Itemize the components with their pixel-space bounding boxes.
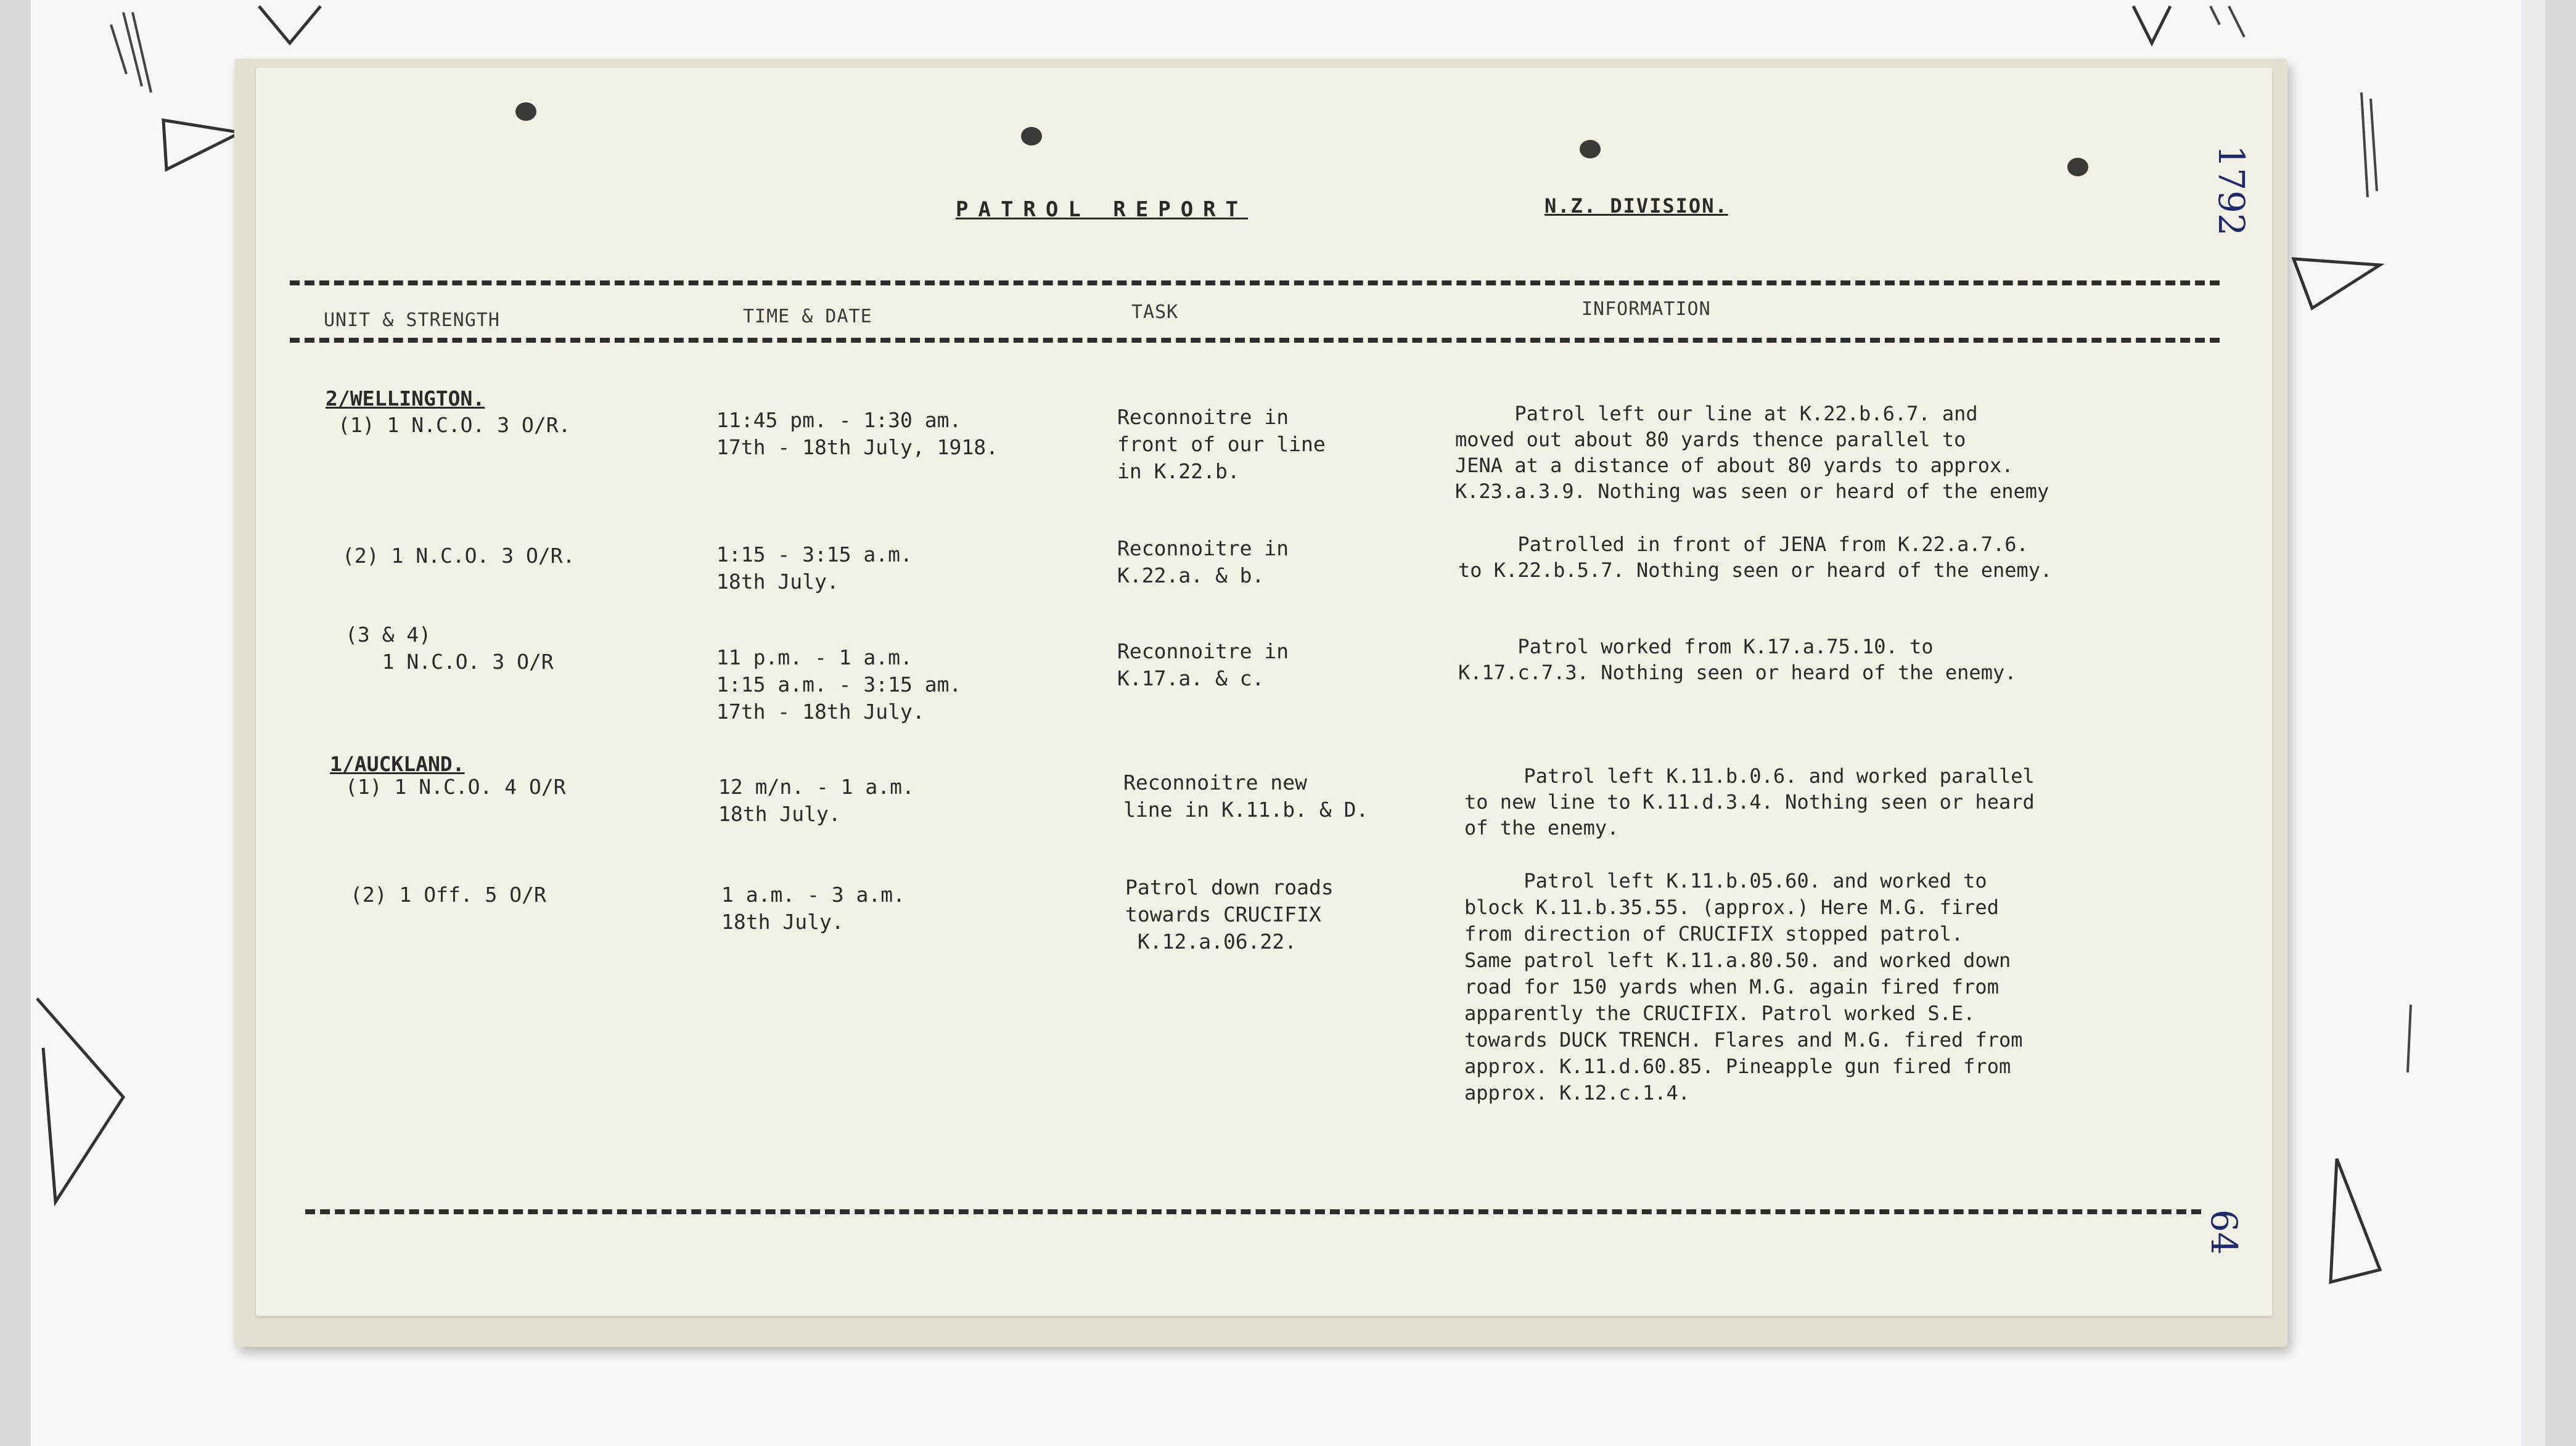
information: Patrol left our line at K.22.b.6.7. and moved out about 80 yards thence parallel to JENA at a distance of about 80 yards to approx. K.23.a.3.9. Nothing was seen or heard of the enemy — [1455, 402, 2049, 503]
column-header-time: TIME & DATE — [743, 306, 872, 327]
division-title: N.Z. DIVISION. — [1544, 194, 1728, 218]
column-header-unit: UNIT & STRENGTH — [324, 309, 500, 331]
task: Reconnoitre in front of our line in K.22.b. — [1117, 405, 1326, 483]
unit-heading: 2/WELLINGTON. — [326, 386, 485, 411]
information: Patrol worked from K.17.a.75.10. to K.17.c.7.3. Nothing seen or heard of the enemy. — [1458, 635, 2017, 684]
report-title: PATROL REPORT — [956, 197, 1249, 222]
unit-strength: (2) 1 N.C.O. 3 O/R. — [342, 544, 575, 568]
information: Patrolled in front of JENA from K.22.a.7.6. to K.22.b.5.7. Nothing seen or heard of the enemy. — [1458, 533, 2053, 582]
punch-hole — [515, 102, 536, 121]
task: Patrol down roads towards CRUCIFIX K.12.a.06.22. — [1125, 875, 1334, 954]
folio-stamp-bottom: 64 — [2202, 1209, 2245, 1255]
time-date: 12 m/n. - 1 a.m. 18th July. — [718, 775, 914, 826]
information: Patrol left K.11.b.05.60. and worked to block K.11.b.35.55. (approx.) Here M.G. fired from direction of CRUCIFIX stopped patrol. Same patrol left K.11.a.80.50. and worked down road for 150 yards when M.G. again fired from apparently the CRUCIFIX. Patrol worked S.E. towards DUCK TRENCH. Flares and M.G. fired from approx. K.11.d.60.85. Pineapple gun fired from approx. K.12.c.1.4. — [1464, 869, 2023, 1105]
unit-strength: (1) 1 N.C.O. 4 O/R — [345, 775, 566, 799]
punch-hole — [2067, 158, 2088, 176]
column-header-task: TASK — [1131, 301, 1179, 323]
folio-stamp-top: 1792 — [2210, 145, 2252, 236]
punch-hole — [1021, 127, 1042, 145]
unit-heading: 1/AUCKLAND. — [330, 752, 465, 776]
divider-line — [290, 338, 2220, 343]
divider-line — [290, 280, 2220, 285]
task: Reconnoitre in K.22.a. & b. — [1117, 536, 1289, 587]
task: Reconnoitre new line in K.11.b. & D. — [1123, 770, 1369, 822]
unit-strength: (2) 1 Off. 5 O/R — [350, 883, 546, 907]
information: Patrol left K.11.b.0.6. and worked parallel to new line to K.11.d.3.4. Nothing seen or heard of the enemy. — [1464, 764, 2035, 839]
punch-hole — [1580, 140, 1601, 158]
unit-strength: (1) 1 N.C.O. 3 O/R. — [338, 413, 571, 437]
time-date: 11:45 pm. - 1:30 am. 17th - 18th July, 1918. — [716, 408, 998, 459]
unit-strength: (3 & 4) 1 N.C.O. 3 O/R — [345, 623, 554, 674]
divider-line — [305, 1209, 2201, 1214]
time-date: 11 p.m. - 1 a.m. 1:15 a.m. - 3:15 am. 17th - 18th July. — [716, 645, 962, 724]
time-date: 1 a.m. - 3 a.m. 18th July. — [721, 883, 906, 934]
task: Reconnoitre in K.17.a. & c. — [1117, 639, 1289, 690]
time-date: 1:15 - 3:15 a.m. 18th July. — [716, 542, 913, 594]
column-header-information: INFORMATION — [1581, 298, 1711, 320]
